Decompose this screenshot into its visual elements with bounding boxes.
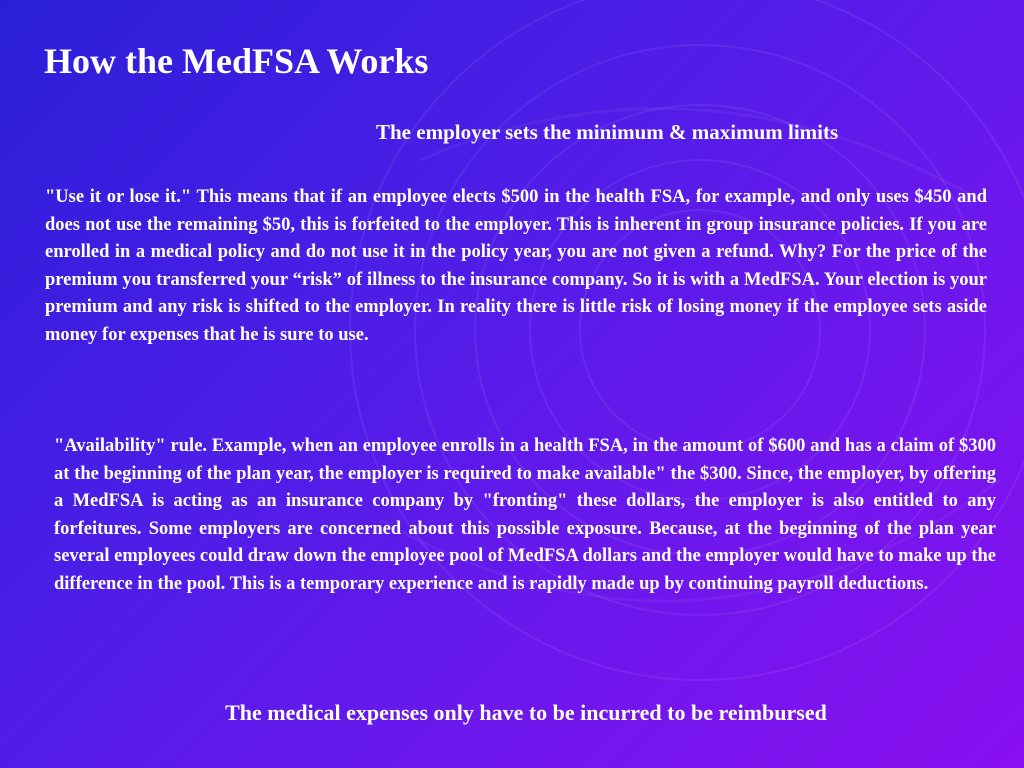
slide-title: How the MedFSA Works	[44, 41, 429, 81]
use-it-or-lose-it-paragraph: "Use it or lose it." This means that if an employee elects $500 in the health FSA, for example, and only uses $450 and does not use the remaining $50, this is forfeited to the employer. This is inherent in group insurance policies. If you are enrolled in a medical policy and do not use it in the policy year, you are not given a refund. Why? For the price of the premium you transferred your “risk” of illness to the insurance company. So it is with a MedFSA. Your election is your premium and any risk is shifted to the employer. In reality there is little risk of losing money if the employee sets aside money for expenses that he is sure to use.	[45, 187, 987, 345]
slide-subtitle: The employer sets the minimum & maximum limits	[376, 120, 839, 144]
availability-rule-paragraph: "Availability" rule. Example, when an employee enrolls in a health FSA, in the amount of $600 and has a claim of $300 at the beginning of the plan year, the employer is required to make available" the $300. Since, the employer, by offering a MedFSA is acting as an insurance company by "fronting" these dollars, the employer is also entitled to any forfeitures. Some employers are concerned about this possible exposure. Because, at the beginning of the plan year several employees could draw down the employee pool of MedFSA dollars and the employer would have to make up the difference in the pool. This is a temporary experience and is rapidly made up by continuing payroll deductions.	[54, 436, 996, 594]
slide-footer: The medical expenses only have to be incurred to be reimbursed	[225, 700, 827, 725]
